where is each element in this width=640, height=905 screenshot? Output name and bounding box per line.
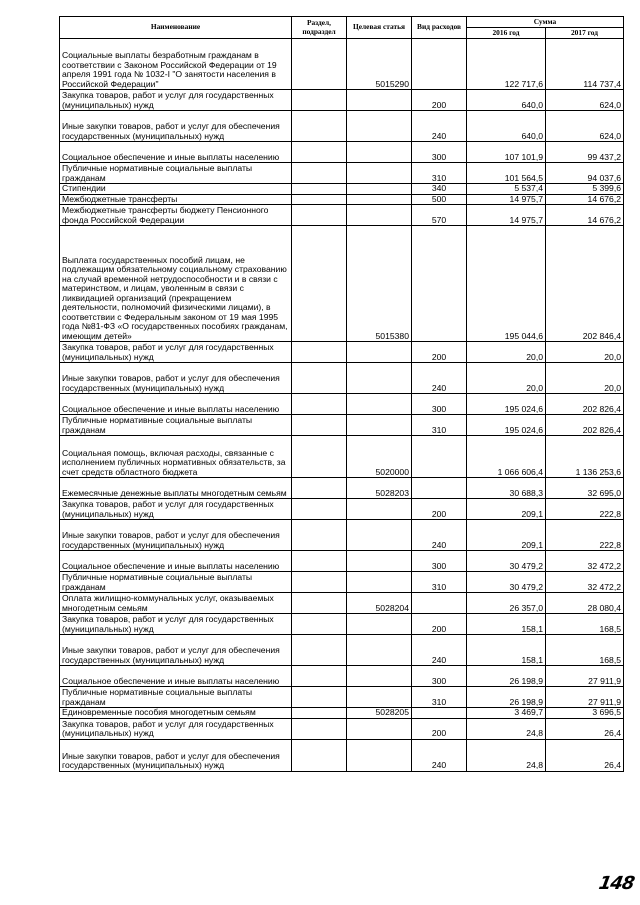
- row-amount-2017: 26,4: [546, 718, 624, 739]
- row-section: [292, 394, 347, 415]
- row-type: 200: [412, 342, 467, 363]
- row-amount-2016: 20,0: [467, 363, 546, 394]
- row-section: [292, 363, 347, 394]
- row-amount-2016: 195 044,6: [467, 226, 546, 342]
- row-section: [292, 478, 347, 499]
- row-type: 300: [412, 142, 467, 163]
- row-amount-2016: 24,8: [467, 739, 546, 771]
- row-amount-2016: 5 537,4: [467, 184, 546, 195]
- table-header: [60, 17, 624, 39]
- row-name: Закупка товаров, работ и услуг для государственных (муниципальных) нужд: [60, 614, 292, 635]
- row-section: [292, 614, 347, 635]
- row-amount-2017: 168,5: [546, 614, 624, 635]
- row-amount-2016: 209,1: [467, 499, 546, 520]
- row-section: [292, 226, 347, 342]
- row-target: [347, 551, 412, 572]
- row-type: 340: [412, 184, 467, 195]
- row-type: 310: [412, 163, 467, 184]
- row-name: Социальные выплаты безработным гражданам в соответствии с Законом Российской Федерации от 19 апреля 1991 года № 1032-I "О занятости населения в Российской Федерации": [60, 39, 292, 90]
- table-row: [60, 635, 624, 666]
- row-section: [292, 739, 347, 771]
- row-amount-2017: 202 846,4: [546, 226, 624, 342]
- row-name: Оплата жилищно-коммунальных услуг, оказываемых многодетным семьям: [60, 593, 292, 614]
- row-name: Стипендии: [60, 184, 292, 195]
- row-amount-2017: 99 437,2: [546, 142, 624, 163]
- row-section: [292, 593, 347, 614]
- row-section: [292, 39, 347, 90]
- row-name: Иные закупки товаров, работ и услуг для обеспечения государственных (муниципальных) нужд: [60, 111, 292, 142]
- row-amount-2016: 26 198,9: [467, 666, 546, 687]
- row-target: 5015380: [347, 226, 412, 342]
- row-type: 240: [412, 635, 467, 666]
- row-amount-2016: 14 975,7: [467, 194, 546, 205]
- row-target: 5015290: [347, 39, 412, 90]
- row-amount-2017: 5 399,6: [546, 184, 624, 195]
- row-amount-2017: 26,4: [546, 739, 624, 771]
- table-row: [60, 551, 624, 572]
- row-type: 240: [412, 363, 467, 394]
- row-target: 5028205: [347, 708, 412, 719]
- row-amount-2016: 158,1: [467, 635, 546, 666]
- col-header-type: Вид расходов: [412, 17, 467, 39]
- table-row: [60, 90, 624, 111]
- row-target: [347, 205, 412, 226]
- row-name: Социальная помощь, включая расходы, связанные с исполнением публичных нормативных обязательств, за счет средств областного бюджета: [60, 436, 292, 478]
- row-target: 5028203: [347, 478, 412, 499]
- table-row: [60, 572, 624, 593]
- row-amount-2017: 202 826,4: [546, 394, 624, 415]
- row-name: Социальное обеспечение и иные выплаты населению: [60, 394, 292, 415]
- row-amount-2017: 32 472,2: [546, 572, 624, 593]
- row-section: [292, 436, 347, 478]
- row-section: [292, 635, 347, 666]
- row-amount-2017: 114 737,4: [546, 39, 624, 90]
- row-amount-2016: 26 198,9: [467, 687, 546, 708]
- row-target: [347, 142, 412, 163]
- row-name: Иные закупки товаров, работ и услуг для обеспечения государственных (муниципальных) нужд: [60, 520, 292, 551]
- row-section: [292, 163, 347, 184]
- row-type: 200: [412, 614, 467, 635]
- row-amount-2017: 1 136 253,6: [546, 436, 624, 478]
- row-section: [292, 551, 347, 572]
- row-type: [412, 708, 467, 719]
- row-name: Закупка товаров, работ и услуг для государственных (муниципальных) нужд: [60, 499, 292, 520]
- table-row: [60, 184, 624, 195]
- table-row: [60, 478, 624, 499]
- row-target: [347, 342, 412, 363]
- row-section: [292, 666, 347, 687]
- row-name: Публичные нормативные социальные выплаты гражданам: [60, 163, 292, 184]
- row-amount-2016: 30 479,2: [467, 572, 546, 593]
- row-target: [347, 687, 412, 708]
- row-name: Публичные нормативные социальные выплаты гражданам: [60, 572, 292, 593]
- row-amount-2016: 30 479,2: [467, 551, 546, 572]
- col-header-section: Раздел, подраздел: [292, 17, 347, 39]
- table-row: [60, 226, 624, 342]
- table-body: [60, 39, 624, 772]
- row-target: 5028204: [347, 593, 412, 614]
- row-type: 570: [412, 205, 467, 226]
- row-type: 200: [412, 90, 467, 111]
- row-name: Публичные нормативные социальные выплаты гражданам: [60, 415, 292, 436]
- row-type: [412, 593, 467, 614]
- table-row: [60, 687, 624, 708]
- row-section: [292, 194, 347, 205]
- row-amount-2016: 640,0: [467, 90, 546, 111]
- row-type: 500: [412, 194, 467, 205]
- row-amount-2017: 20,0: [546, 363, 624, 394]
- table-row: [60, 499, 624, 520]
- row-target: [347, 163, 412, 184]
- row-type: 300: [412, 666, 467, 687]
- row-section: [292, 708, 347, 719]
- row-amount-2017: 624,0: [546, 111, 624, 142]
- row-amount-2016: 24,8: [467, 718, 546, 739]
- row-amount-2017: 28 080,4: [546, 593, 624, 614]
- row-amount-2016: 14 975,7: [467, 205, 546, 226]
- row-amount-2017: 32 472,2: [546, 551, 624, 572]
- row-name: Иные закупки товаров, работ и услуг для обеспечения государственных (муниципальных) нужд: [60, 363, 292, 394]
- row-target: [347, 635, 412, 666]
- row-target: [347, 614, 412, 635]
- row-target: [347, 572, 412, 593]
- row-target: [347, 363, 412, 394]
- row-name: Закупка товаров, работ и услуг для государственных (муниципальных) нужд: [60, 718, 292, 739]
- row-section: [292, 572, 347, 593]
- row-amount-2017: 202 826,4: [546, 415, 624, 436]
- table-row: [60, 614, 624, 635]
- row-section: [292, 342, 347, 363]
- row-amount-2017: 27 911,9: [546, 666, 624, 687]
- table-row: [60, 363, 624, 394]
- table-row: [60, 593, 624, 614]
- row-amount-2016: 122 717,6: [467, 39, 546, 90]
- row-section: [292, 184, 347, 195]
- row-target: [347, 194, 412, 205]
- row-type: [412, 39, 467, 90]
- row-type: [412, 436, 467, 478]
- table-row: [60, 415, 624, 436]
- table-row: [60, 342, 624, 363]
- row-type: 310: [412, 572, 467, 593]
- row-amount-2017: 27 911,9: [546, 687, 624, 708]
- table-row: [60, 394, 624, 415]
- table-row: [60, 194, 624, 205]
- row-type: 310: [412, 415, 467, 436]
- row-name: Социальное обеспечение и иные выплаты населению: [60, 142, 292, 163]
- row-target: [347, 90, 412, 111]
- table-row: [60, 520, 624, 551]
- row-amount-2016: 195 024,6: [467, 394, 546, 415]
- row-amount-2016: 20,0: [467, 342, 546, 363]
- page-number: 148: [597, 873, 636, 894]
- col-header-2017: 2017 год: [546, 28, 624, 39]
- row-section: [292, 415, 347, 436]
- row-type: 200: [412, 718, 467, 739]
- row-amount-2017: 94 037,6: [546, 163, 624, 184]
- row-amount-2017: 168,5: [546, 635, 624, 666]
- row-target: [347, 718, 412, 739]
- table-row: [60, 666, 624, 687]
- table-row: [60, 718, 624, 739]
- row-type: 240: [412, 520, 467, 551]
- row-section: [292, 142, 347, 163]
- table-row: [60, 708, 624, 719]
- row-amount-2016: 1 066 606,4: [467, 436, 546, 478]
- table-row: [60, 436, 624, 478]
- row-name: Единовременные пособия многодетным семьям: [60, 708, 292, 719]
- row-amount-2017: 624,0: [546, 90, 624, 111]
- row-target: [347, 111, 412, 142]
- row-section: [292, 90, 347, 111]
- row-target: [347, 666, 412, 687]
- row-amount-2017: 14 676,2: [546, 194, 624, 205]
- row-target: [347, 739, 412, 771]
- col-header-name: Наименование: [60, 17, 292, 39]
- row-amount-2017: 20,0: [546, 342, 624, 363]
- table-row: [60, 739, 624, 771]
- budget-table: [59, 16, 624, 772]
- row-amount-2016: 3 469,7: [467, 708, 546, 719]
- row-type: [412, 478, 467, 499]
- row-name: Социальное обеспечение и иные выплаты населению: [60, 666, 292, 687]
- row-target: [347, 184, 412, 195]
- row-amount-2016: 640,0: [467, 111, 546, 142]
- col-header-target: Целевая статья: [347, 17, 412, 39]
- row-amount-2016: 101 564,5: [467, 163, 546, 184]
- table-row: [60, 142, 624, 163]
- row-target: [347, 520, 412, 551]
- row-section: [292, 205, 347, 226]
- row-section: [292, 718, 347, 739]
- col-header-sum: Сумма: [467, 17, 624, 28]
- row-target: 5020000: [347, 436, 412, 478]
- row-target: [347, 394, 412, 415]
- table-row: [60, 205, 624, 226]
- row-amount-2017: 3 696,5: [546, 708, 624, 719]
- row-section: [292, 499, 347, 520]
- row-amount-2017: 14 676,2: [546, 205, 624, 226]
- row-name: Иные закупки товаров, работ и услуг для обеспечения государственных (муниципальных) нужд: [60, 739, 292, 771]
- row-name: Межбюджетные трансферты бюджету Пенсионного фонда Российской Федерации: [60, 205, 292, 226]
- row-target: [347, 499, 412, 520]
- row-name: Закупка товаров, работ и услуг для государственных (муниципальных) нужд: [60, 342, 292, 363]
- row-name: Социальное обеспечение и иные выплаты населению: [60, 551, 292, 572]
- row-amount-2016: 30 688,3: [467, 478, 546, 499]
- row-name: Иные закупки товаров, работ и услуг для обеспечения государственных (муниципальных) нужд: [60, 635, 292, 666]
- row-amount-2016: 195 024,6: [467, 415, 546, 436]
- row-amount-2017: 32 695,0: [546, 478, 624, 499]
- row-type: 300: [412, 394, 467, 415]
- row-type: 300: [412, 551, 467, 572]
- row-amount-2017: 222,8: [546, 520, 624, 551]
- row-section: [292, 520, 347, 551]
- table-row: [60, 39, 624, 90]
- row-name: Закупка товаров, работ и услуг для государственных (муниципальных) нужд: [60, 90, 292, 111]
- row-name: Межбюджетные трансферты: [60, 194, 292, 205]
- row-type: 310: [412, 687, 467, 708]
- row-name: Выплата государственных пособий лицам, не подлежащим обязательному социальному страхованию на случай временной нетрудоспособности и в связи с материнством, и лицам, уволенным в связи с ликвидацией организаций (прекращением деятельности, полномочий физическими лицами), в соответствии с Федеральным законом от 19 мая 1995 года №81-ФЗ «О государственных пособиях гражданам, имеющим детей»: [60, 226, 292, 342]
- table-row: [60, 163, 624, 184]
- row-type: 240: [412, 739, 467, 771]
- row-amount-2016: 209,1: [467, 520, 546, 551]
- col-header-2016: 2016 год: [467, 28, 546, 39]
- row-name: Ежемесячные денежные выплаты многодетным семьям: [60, 478, 292, 499]
- row-amount-2016: 158,1: [467, 614, 546, 635]
- table-row: [60, 111, 624, 142]
- row-section: [292, 687, 347, 708]
- row-amount-2016: 26 357,0: [467, 593, 546, 614]
- row-name: Публичные нормативные социальные выплаты гражданам: [60, 687, 292, 708]
- row-amount-2016: 107 101,9: [467, 142, 546, 163]
- row-type: [412, 226, 467, 342]
- row-section: [292, 111, 347, 142]
- row-type: 240: [412, 111, 467, 142]
- row-amount-2017: 222,8: [546, 499, 624, 520]
- row-target: [347, 415, 412, 436]
- row-type: 200: [412, 499, 467, 520]
